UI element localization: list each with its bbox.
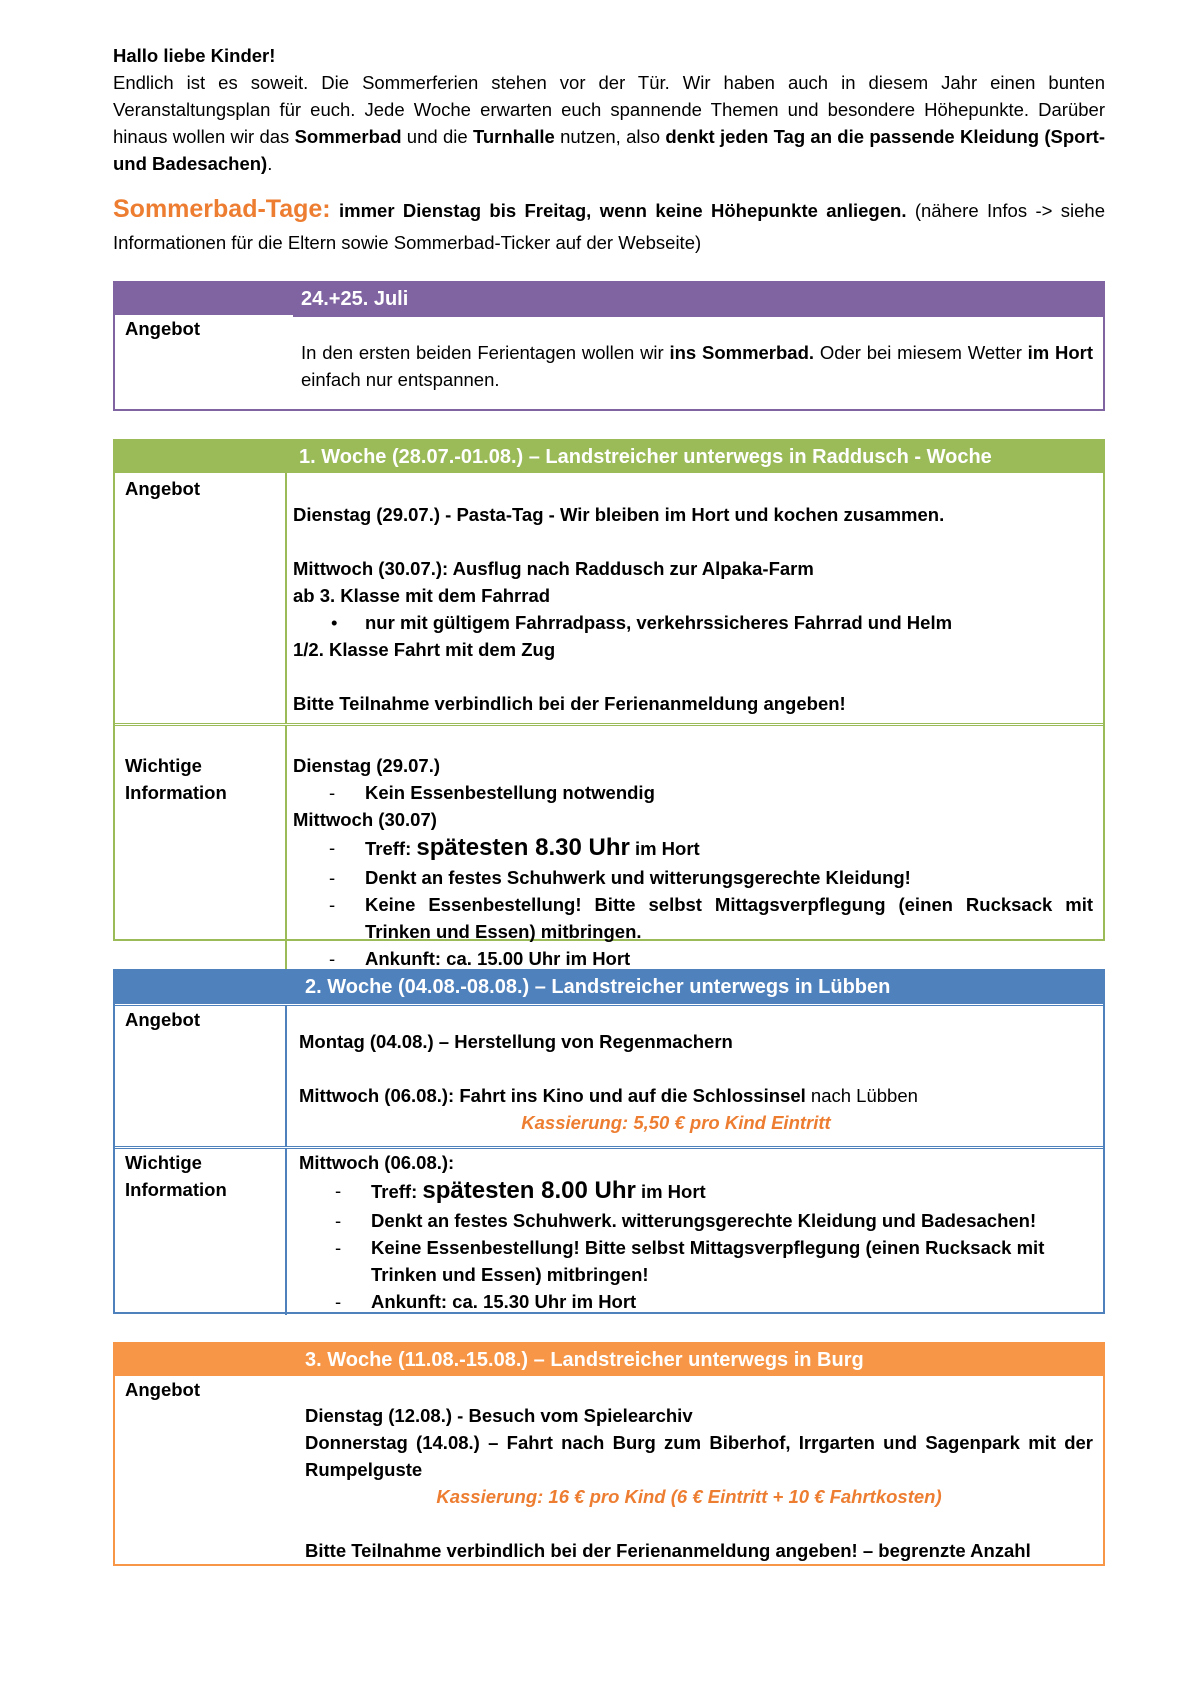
woche-1-angebot-content [285,473,1103,723]
dash-icon: - [335,1210,342,1231]
woche-3-kassierung: Kassierung: 16 € pro Kind (6 € Eintritt + 10 € Fahrtkosten) [436,1486,942,1507]
list-item [299,1176,1093,1207]
label-wichtige-information [115,726,293,972]
list-item [293,609,1093,636]
woche-3-angebot-content [293,1376,1103,1564]
section-woche-2 [113,969,1105,1314]
section-juli-title: 24.+25. Juli [301,288,409,310]
woche-3-line-2: Donnerstag (14.08.) – Fahrt nach Burg zum Biberhof, Irrgarten und Sagenpark mit der Rumpelguste [305,1432,1093,1480]
woche-2-line-2-bold: Mittwoch (06.08.): Fahrt ins Kino und auf die Schlossinsel [299,1085,806,1106]
intro-paragraph [113,69,1105,177]
juli-text-1: In den ersten beiden Ferientagen wollen wir [301,342,670,363]
intro-bold-sommerbad: Sommerbad [294,126,402,147]
intro-bold-turnhalle: Turnhalle [472,126,555,147]
woche-2-kassierung: Kassierung: 5,50 € pro Kind Eintritt [521,1112,831,1133]
juli-text-2: Oder bei miesem Wetter [814,342,1028,363]
woche-1-info-day-2: Mittwoch (30.07) [293,809,437,830]
woche-1-bullet-list [293,609,1093,636]
section-juli-header [115,283,1103,315]
treff-place: im Hort [629,838,700,859]
woche-1-info-list-1 [293,779,1093,806]
bullet-icon: • [331,612,338,633]
woche-3-angebot-row [115,1376,1103,1564]
juli-bold-sommerbad: ins Sommerbad. [669,342,815,363]
document-page [113,42,1105,1566]
list-item [299,1207,1093,1234]
intro-section [113,42,1105,177]
woche-1-line-1: Dienstag (29.07.) - Pasta-Tag - Wir bleiben im Hort und kochen zusammen. [293,504,945,525]
list-item [293,945,1093,972]
treff-label: Treff: [371,1181,423,1202]
juli-bold-hort: im Hort [1027,342,1094,363]
woche-1-info-item-3: Denkt an festes Schuhwerk und witterungsgerechte Kleidung! [365,867,911,888]
greeting: Hallo liebe Kinder! [113,45,276,66]
sommerbad-heading: Sommerbad-Tage: [113,195,331,223]
woche-1-angebot-row [115,473,1103,726]
sommerbad-info [113,193,1105,259]
label-wichtige: Wichtige [125,755,202,776]
section-woche-3 [113,1342,1105,1566]
intro-bold-kleidung: denkt jeden Tag an die passende Kleidung (Sport- und Badesachen) [113,126,1105,174]
woche-1-info-item-1: Kein Essenbestellung notwendig [365,782,655,803]
list-item [293,864,1093,891]
woche-2-info-row [115,1149,1103,1315]
sommerbad-bold-text: immer Dienstag bis Freitag, wenn keine Höhepunkte anliegen. [339,200,907,221]
dash-icon: - [335,1291,342,1312]
section-woche-1 [113,439,1105,969]
treff-label: Treff: [365,838,417,859]
treff-time: spätesten 8.30 Uhr [416,834,630,861]
woche-1-line-5: Bitte Teilnahme verbindlich bei der Ferienanmeldung angeben! [293,693,846,714]
woche-1-info-item-5: Ankunft: ca. 15.00 Uhr im Hort [365,948,631,969]
intro-text-2: und die [401,126,473,147]
woche-1-info-row [115,726,1103,972]
label-information: Information [125,1179,227,1200]
section-woche-1-header [115,441,1103,473]
list-item [293,833,1093,864]
woche-2-info-content [285,1149,1103,1315]
section-woche-1-title: 1. Woche (28.07.-01.08.) – Landstreicher unterwegs in Raddusch - Woche [299,446,992,468]
woche-1-line-4: 1/2. Klasse Fahrt mit dem Zug [293,639,556,660]
woche-1-info-content [285,726,1103,972]
intro-dot: . [267,153,273,174]
woche-2-info-list [299,1176,1093,1315]
dash-icon: - [335,1180,342,1201]
woche-3-line-1: Dienstag (12.08.) - Besuch vom Spielearchiv [305,1405,693,1426]
intro-text-1: Endlich ist es soweit. Die Sommerferien stehen vor der Tür. Wir haben auch in diesem Jahr einen bunten Veranstaltungsplan für euch. Jede Woche erwarten euch spannende Themen und besondere Höhepunkte. Darüber hinaus wollen wir das [113,72,1105,147]
woche-2-line-2-plain: nach Lübben [805,1085,918,1106]
dash-icon: - [329,948,336,969]
woche-1-bullet-text: nur mit gültigem Fahrradpass, verkehrssicheres Fahrrad und Helm [365,612,953,633]
list-item [299,1234,1093,1288]
section-woche-3-header [115,1344,1103,1376]
woche-1-line-2: Mittwoch (30.07.): Ausflug nach Raddusch zur Alpaka-Farm [293,558,814,579]
list-item [299,1288,1093,1315]
woche-2-info-item-2: Denkt an festes Schuhwerk. witterungsgerechte Kleidung und Badesachen! [371,1210,1037,1231]
woche-2-line-2 [299,1082,1093,1109]
treff-place: im Hort [635,1181,706,1202]
section-juli-content [293,315,1103,409]
woche-1-info-list-2 [293,833,1093,972]
section-juli [113,281,1105,411]
dash-icon: - [329,894,336,915]
woche-1-info-item-4: Keine Essenbestellung! Bitte selbst Mittagsverpflegung (einen Rucksack mit Trinken und Essen) mitbringen. [365,894,1093,942]
label-angebot: Angebot [125,478,201,499]
list-item [293,891,1093,945]
section-woche-3-title: 3. Woche (11.08.-15.08.) – Landstreicher unterwegs in Burg [305,1349,864,1371]
woche-3-line-3: Bitte Teilnahme verbindlich bei der Ferienanmeldung angeben! – begrenzte Anzahl [305,1540,1031,1561]
woche-1-info-day-1: Dienstag (29.07.) [293,755,441,776]
woche-1-line-3: ab 3. Klasse mit dem Fahrrad [293,585,551,606]
woche-2-info-item-3: Keine Essenbestellung! Bitte selbst Mittagsverpflegung (einen Rucksack mit Trinken und Essen) mitbringen! [371,1237,1045,1285]
treff-time: spätesten 8.00 Uhr [422,1177,636,1204]
section-juli-text [301,339,1093,393]
woche-2-angebot-row [115,1003,1103,1149]
label-angebot: Angebot [125,1009,201,1030]
woche-2-line-1: Montag (04.08.) – Herstellung von Regenmachern [299,1031,733,1052]
section-woche-2-header [115,971,1103,1003]
label-information: Information [125,782,227,803]
dash-icon: - [329,782,336,803]
label-wichtige: Wichtige [125,1152,202,1173]
dash-icon: - [335,1237,342,1258]
label-angebot: Angebot [125,318,201,339]
sommerbad-plain-text: (nähere Infos -> siehe Informationen für die Eltern sowie Sommerbad-Ticker auf der Webseite) [113,200,1106,253]
woche-2-angebot-content [285,1006,1103,1146]
juli-text-3: einfach nur entspannen. [301,369,500,390]
label-wichtige-information [115,1149,293,1315]
woche-2-info-item-4: Ankunft: ca. 15.30 Uhr im Hort [371,1291,637,1312]
section-woche-2-title: 2. Woche (04.08.-08.08.) – Landstreicher unterwegs in Lübben [305,976,891,998]
woche-2-info-day: Mittwoch (06.08.): [299,1152,455,1173]
intro-text-3: nutzen, also [554,126,666,147]
list-item [293,779,1093,806]
dash-icon: - [329,837,336,858]
dash-icon: - [329,867,336,888]
label-angebot: Angebot [125,1379,201,1400]
